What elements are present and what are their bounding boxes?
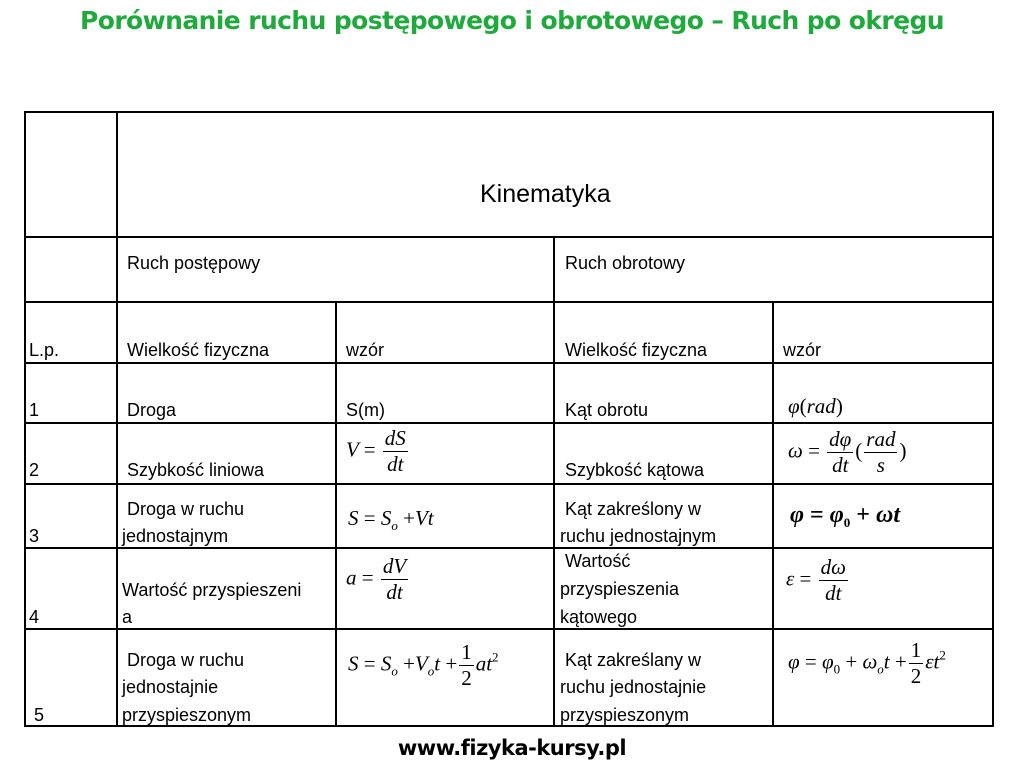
column-header-quantity-rot: Wielkość fizyczna <box>565 340 708 360</box>
quantity-label: Droga <box>127 400 177 420</box>
formula-uniform-rotation: $\varphi = \varphi_0 + \omega t$ <box>790 502 900 530</box>
row-divider <box>24 236 994 238</box>
table-border-right <box>992 111 994 727</box>
column-header-formula: wzór <box>346 340 385 360</box>
formula-linear-speed: V = $\frac{dS}{dt}$ <box>346 426 406 476</box>
formula-accelerated-motion: $S = S_o +V_ot$ + $\frac{1}{2}$ $at^2$ <box>348 640 499 690</box>
formula-distance-unit: S(m) <box>346 400 385 420</box>
quantity-label-line2: a <box>122 607 133 627</box>
row-divider <box>24 301 994 303</box>
quantity-label-line2: przyspieszenia <box>560 579 680 599</box>
formula-angular-speed: ω = $\frac{d\varphi}{dt}$ ( $\frac{\text{rad}}{s}$ ) <box>788 427 907 477</box>
row-number: 4 <box>29 607 40 627</box>
quantity-label: Kąt obrotu <box>565 400 649 420</box>
row-number: 2 <box>29 460 40 480</box>
formula-uniform-motion: $S = S_o +Vt$ <box>348 506 434 533</box>
quantity-label-line1: Kąt zakreślony w <box>565 499 702 519</box>
column-divider <box>116 111 118 727</box>
row-number: 5 <box>34 705 45 725</box>
formula-acceleration: a = $\frac{dV}{dt}$ <box>346 554 407 604</box>
table-heading: Kinematyka <box>480 180 611 208</box>
table-border-top <box>24 111 994 113</box>
section-rotational: Ruch obrotowy <box>565 253 686 273</box>
quantity-label: Szybkość liniowa <box>127 460 265 480</box>
column-divider <box>772 301 774 727</box>
column-divider <box>553 236 555 727</box>
quantity-label-line1: Kąt zakreślany w <box>565 650 702 670</box>
quantity-label-line2: ruchu jednostajnie <box>560 677 707 697</box>
slide-title: Porównanie ruchu postępowego i obrotowego – Ruch po okręgu <box>80 6 944 35</box>
formula-angle-unit: φ(rad) <box>788 394 843 418</box>
formula-accelerated-rotation: $\varphi = \varphi_0 + \omega_ot$ + $\frac{1}{2}$ $\varepsilon t^2$ <box>788 638 946 688</box>
quantity-label-line2: jednostajnym <box>122 526 229 546</box>
column-divider <box>335 301 337 727</box>
quantity-label-line1: Droga w ruchu <box>127 650 245 670</box>
quantity-label-line1: Wartość przyspieszeni <box>122 580 302 600</box>
row-number: 1 <box>29 400 40 420</box>
quantity-label: Szybkość kątowa <box>565 460 705 480</box>
column-header-formula-rot: wzór <box>783 340 822 360</box>
row-number: 3 <box>29 526 40 546</box>
section-translational: Ruch postępowy <box>127 253 261 273</box>
footer-website: www.fizyka-kursy.pl <box>397 736 627 760</box>
formula-angular-acceleration: ε = $\frac{d\omega}{dt}$ <box>786 555 846 605</box>
column-header-lp: L.p. <box>29 340 60 360</box>
quantity-label-line3: kątowego <box>560 607 638 627</box>
table-border-left <box>24 111 26 727</box>
quantity-label-line3: przyspieszonym <box>122 705 252 725</box>
quantity-label-line2: jednostajnie <box>122 677 219 697</box>
row-divider <box>24 628 994 630</box>
quantity-label-line1: Wartość <box>565 551 631 571</box>
quantity-label-line2: ruchu jednostajnym <box>560 526 717 546</box>
quantity-label-line1: Droga w ruchu <box>127 499 245 519</box>
column-header-quantity: Wielkość fizyczna <box>127 340 270 360</box>
quantity-label-line3: przyspieszonym <box>560 705 690 725</box>
